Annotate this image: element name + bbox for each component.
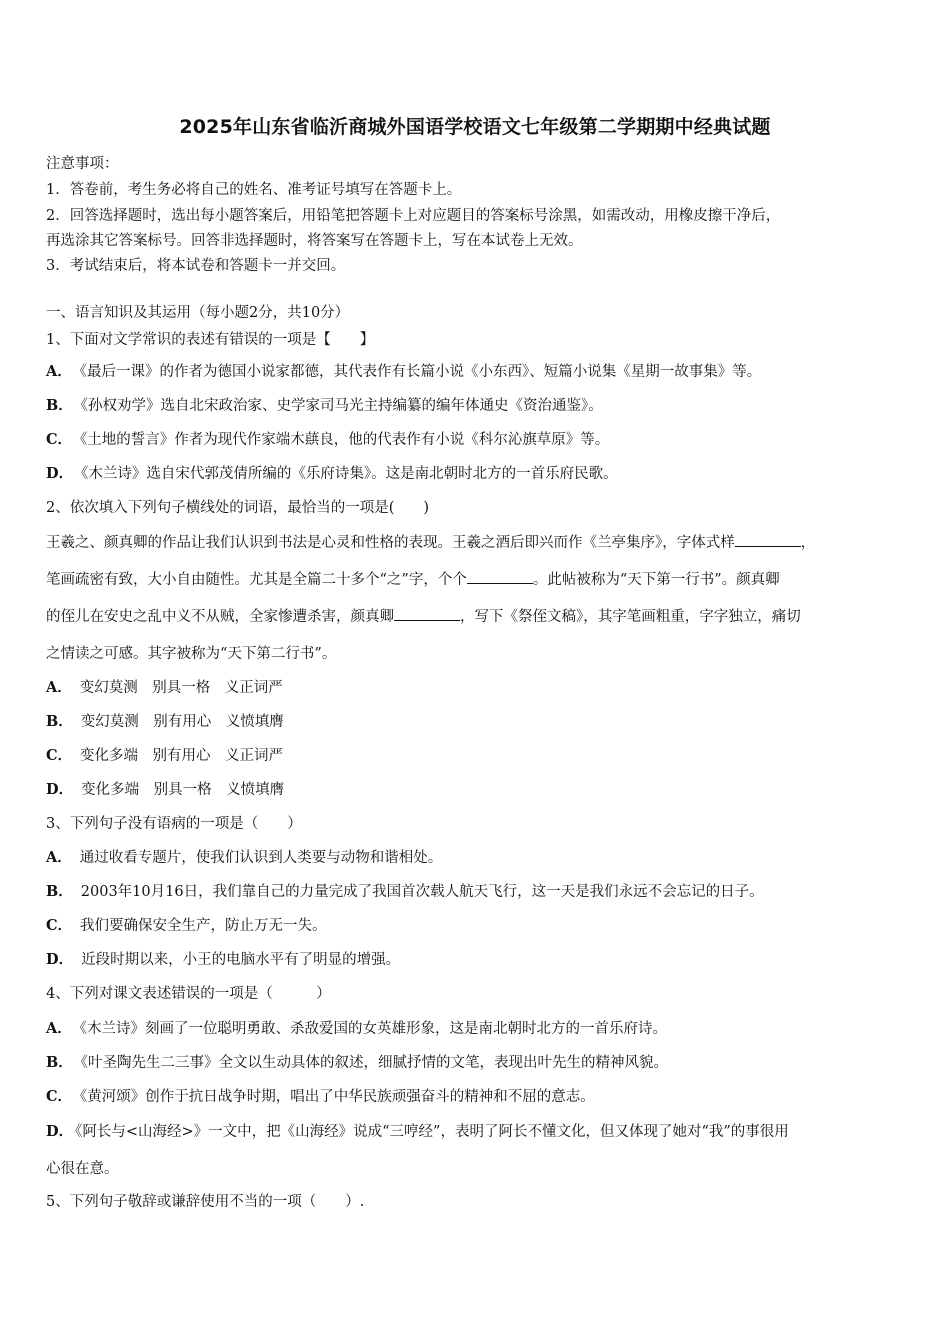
option-label: D． [46,781,74,798]
fill-blank [467,571,533,584]
question-3-option-c [46,914,327,935]
section-heading: 一、语言知识及其运用（每小题2分，共10分） [46,305,350,321]
question-3-stem: 3、下列句子没有语病的一项是（ ） [46,816,302,832]
option-label: C． [46,1088,73,1105]
passage-text: 。此帖被称为“天下第一行书”。颜真卿 [532,572,780,588]
option-label: D． [46,465,74,482]
question-1-option-d [46,462,618,483]
option-label: A． [46,363,72,380]
question-4-option-d [46,1120,789,1141]
fill-blank [735,534,801,547]
option-text: 变化多端 别具一格 义愤填膺 [81,782,285,798]
question-1-option-b [46,394,603,415]
option-text: 《黄河颂》创作于抗日战争时期，唱出了中华民族顽强奋斗的精神和不屈的意志。 [80,1089,595,1105]
option-text: 《木兰诗》选自宋代郭茂倩所编的《乐府诗集》。这是南北朝时北方的一首乐府民歌。 [81,466,618,482]
option-text: 我们要确保安全生产，防止万无一失。 [80,918,327,934]
fill-blank [394,608,460,621]
question-4-stem: 4、下列对课文表述错误的一项是（ ） [46,986,331,1002]
question-2-stem: 2、依次填入下列句子横线处的词语，最恰当的一项是( ) [46,500,430,516]
question-1-option-a [46,360,761,381]
question-1-stem: 1、下面对文学常识的表述有错误的一项是【 】 [46,332,375,348]
question-4-option-b [46,1051,668,1072]
passage-text: 的侄儿在安史之乱中义不从贼，全家惨遭杀害，颜真卿 [46,609,394,625]
question-3-option-a [46,846,442,867]
option-text: 2003年10月16日，我们靠自己的力量完成了我国首次载人航天飞行，这一天是我们永远不会忘记的日子。 [80,884,764,900]
option-label: C． [46,431,73,448]
notice-item: 再选涂其它答案标号。回答非选择题时，将答案写在答题卡上，写在本试卷上无效。 [46,233,583,249]
question-2-passage-line: 之情读之可感。其字被称为“天下第二行书”。 [46,646,337,662]
option-label: B． [46,397,73,414]
option-text: 《阿长与<山海经>》一文中，把《山海经》说成“三哼经”，表明了阿长不懂文化，但又体现了她对“我”的事很用 [75,1124,789,1140]
option-label: C． [46,917,73,934]
question-5-stem: 5、下列句子敬辞或谦辞使用不当的一项（ ）. [46,1194,365,1210]
passage-text: 笔画疏密有致，大小自由随性。尤其是全篇二十多个“之”字，个个 [46,572,467,588]
option-text: 通过收看专题片，使我们认识到人类要与动物和谐相处。 [79,850,443,866]
option-text: 《孙权劝学》选自北宋政治家、史学家司马光主持编纂的编年体通史《资治通鉴》。 [80,398,603,414]
notice-item: 2．回答选择题时，选出每小题答案后，用铅笔把答题卡上对应题目的答案标号涂黑，如需改动，用橡皮擦干净后， [46,208,781,224]
question-3-option-d [46,948,400,969]
question-2-option-b [46,710,284,731]
passage-text: 王羲之、颜真卿的作品让我们认识到书法是心灵和性格的表现。王羲之酒后即兴而作《兰亭集序》，字体式样 [46,535,735,551]
question-2-passage-line [46,568,780,589]
option-text: 《土地的誓言》作者为现代作家端木蕻良，他的代表作有小说《科尔沁旗草原》等。 [80,432,610,448]
question-1-option-c [46,428,609,449]
option-label: A． [46,849,72,866]
option-text: 《最后一课》的作者为德国小说家都德，其代表作有长篇小说《小东西》、短篇小说集《星期一故事集》等。 [79,364,762,380]
question-4-option-c [46,1085,595,1106]
option-text: 近段时期以来，小王的电脑水平有了明显的增强。 [81,952,401,968]
option-label: B． [46,883,73,900]
question-2-option-d [46,778,284,799]
option-label: B． [46,713,73,730]
option-label: B． [46,1054,73,1071]
passage-text: ， [800,535,816,551]
notice-heading: 注意事项： [46,156,119,172]
question-2-option-a [46,676,283,697]
option-text: 变化多端 别有用心 义正词严 [80,748,284,764]
question-4-option-a [46,1017,667,1038]
notice-item: 3．考试结束后，将本试卷和答题卡一并交回。 [46,258,346,274]
question-2-passage-line [46,605,801,626]
option-label: D． [46,1123,74,1140]
question-4-option-d-continuation: 心很在意。 [46,1161,119,1177]
option-label: A． [46,679,72,696]
question-2-option-c [46,744,283,765]
option-label: A． [46,1020,72,1037]
option-label: C． [46,747,73,764]
option-text: 变幻莫测 别有用心 义愤填膺 [80,714,284,730]
question-2-passage-line [46,531,815,552]
notice-item: 1．答卷前，考生务必将自己的姓名、准考证号填写在答题卡上。 [46,182,462,198]
page-title: 2025年山东省临沂商城外国语学校语文七年级第二学期期中经典试题 [179,116,771,138]
option-text: 《叶圣陶先生二三事》全文以生动具体的叙述，细腻抒情的文笔，表现出叶先生的精神风貌。 [80,1055,669,1071]
option-label: D． [46,951,74,968]
option-text: 《木兰诗》刻画了一位聪明勇敢、杀敌爱国的女英雄形象，这是南北朝时北方的一首乐府诗。 [79,1021,668,1037]
question-3-option-b [46,880,764,901]
option-text: 变幻莫测 别具一格 义正词严 [79,680,283,696]
passage-text: ，写下《祭侄文稿》，其字笔画粗重，字字独立，痛切 [460,609,801,625]
